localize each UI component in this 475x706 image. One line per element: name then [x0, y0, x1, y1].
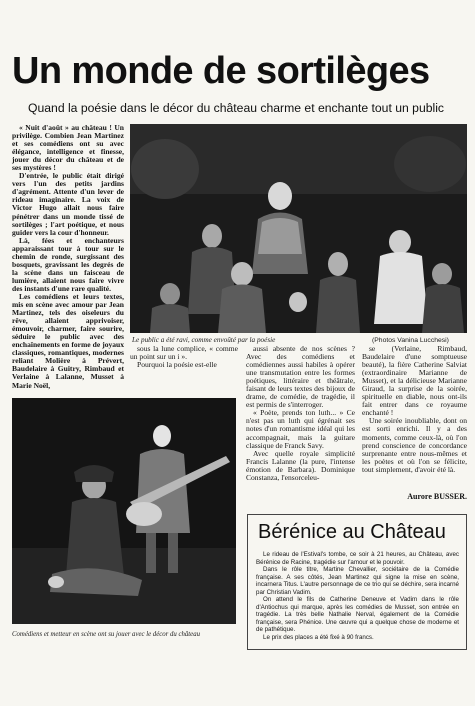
box-paragraph: Le prix des places a été fixé à 90 francs. [263, 634, 374, 642]
article-column-2 [130, 345, 238, 369]
lead-column [12, 124, 124, 390]
audience-photo [130, 124, 467, 333]
body-paragraph: aussi absente de nos scènes ? Avec des comédiens et comédiennes aussi habiles à opérer une transmutation entre les formes poétiques, littéraire et théâtrale, faisant de leurs textes des bijoux de drame, de comédie, de tragédie, il est permis de s'interroger. [246, 344, 355, 410]
body-paragraph: Avec quelle royale simplicité Francis Lalanne (la pure, l'intense émotion de Barbara). Dominique Constanza, l'ensorceleu- [246, 448, 355, 482]
lead-paragraph: Les comédiens et leurs textes, mis en scène avec amour par Jean Martinez, tels des oiseleurs du rêve, allaient apprivoiser, émouvoir, charmer, faire sourire, séduire le public avec des enchaînements en forme de joyaux classiques, romantiques, modernes reliant Molière à Prévert, Baudelaire à Guitry, Rimbaud et Verlaine à Lalanne, Musset à Marie Noël, [12, 291, 124, 390]
berenice-box [247, 514, 467, 650]
article-title: Un monde de sortilèges [12, 50, 430, 92]
box-title: Bérénice au Château [258, 521, 446, 543]
article-column-3 [246, 345, 355, 482]
photo-credit: (Photos Vanina Lucchesi) [372, 337, 449, 344]
body-paragraph: Une soirée inoubliable, dont on est sorti enrichi. Il y a des moments, comme ceux-là, où l'on prend conscience de concordance surprenante entre nous-mêmes et les poètes et où l'on se félicite, tout simplement, d'avoir été là. [362, 416, 467, 474]
body-paragraph: Pourquoi la poésie est-elle [137, 360, 217, 370]
body-paragraph: se (Verlaine, Rimbaud, Baudelaire d'une somptueuse beauté), la fière Catherine Salviat (extraordinaire Marianne de Musset), et la délicieuse Marianne Giraud, la surprise de la soirée, spirituelle en diable, nous ont-ils fait entrer dans ce royaume enchanté ! [362, 344, 467, 418]
body-paragraph: « Poète, prends ton luth... » Ce n'est pas un luth qui égrénait ses notes d'un romantisme idéal qui les accompagnait, mais la guitare classique de Franck Savy. [246, 408, 355, 450]
box-body [256, 551, 459, 642]
lead-paragraph: « Nuit d'août » au château ! Un privilège. Combien Jean Martinez et ses comédiens ont su avec élégance, intelligence et finesse, jouer du décor du château et de ses mystères ! [12, 123, 124, 173]
body-paragraph: sous la lune complice, « comme un point sur un i ». [130, 344, 238, 362]
author-signature: Aurore BUSSER. [407, 492, 467, 501]
box-paragraph: Dans le rôle titre, Martine Chevallier, sociétaire de la Comédie française. A ses côtés, Jean Martinez qui signe la mise en scène, incarnera Titus. L'autre personnage de ce trio qui se déchire, sera incarné par Christian Vadim. [256, 566, 459, 596]
audience-photo-image [130, 124, 467, 333]
box-paragraph: Le rideau de l'Estival's tombe, ce soir à 21 heures, au Château, avec Bérénice de Racine, tragédie sur l'amour et le pouvoir. [256, 551, 459, 566]
article-subtitle: Quand la poésie dans le décor du château charme et enchante tout un public [28, 101, 445, 115]
performers-photo-image [12, 398, 236, 624]
box-paragraph: On attend le fils de Catherine Deneuve et Vadim dans le rôle d'Antiochus qui marque, après les comédies de Musset, son entrée en tragédie. La très belle Nathalie Nerval, également de la Comédie française, sera Phénice. Une œuvre qui a quelque chose de moderne et de pathétique. [256, 596, 459, 634]
audience-photo-caption: Le public a été ravi, comme envoûté par la poésie [132, 336, 276, 344]
lead-paragraph: D'entrée, le public était dirigé vers l'un des petits jardins d'agrément. Attente d'un lever de rideau imaginaire. La voix de Victor Hugo allait nous faire pénétrer dans un monde tissé de sortilèges ; l'art poétique, et nous guider vers la cour d'honneur. [12, 171, 124, 237]
article-column-4 [362, 345, 467, 474]
performers-photo [12, 398, 236, 624]
performers-photo-caption: Comédiens et metteur en scène ont su jouer avec le décor du château [12, 631, 200, 638]
lead-paragraph: Là, fées et enchanteurs apparaissant tour à tour sur le chemin de ronde, surgissant des bosquets, gravissant les degrés de la scène dans un faisceau de lumière, allaient nous faire vivre des instants d'une rare qualité. [12, 235, 124, 293]
